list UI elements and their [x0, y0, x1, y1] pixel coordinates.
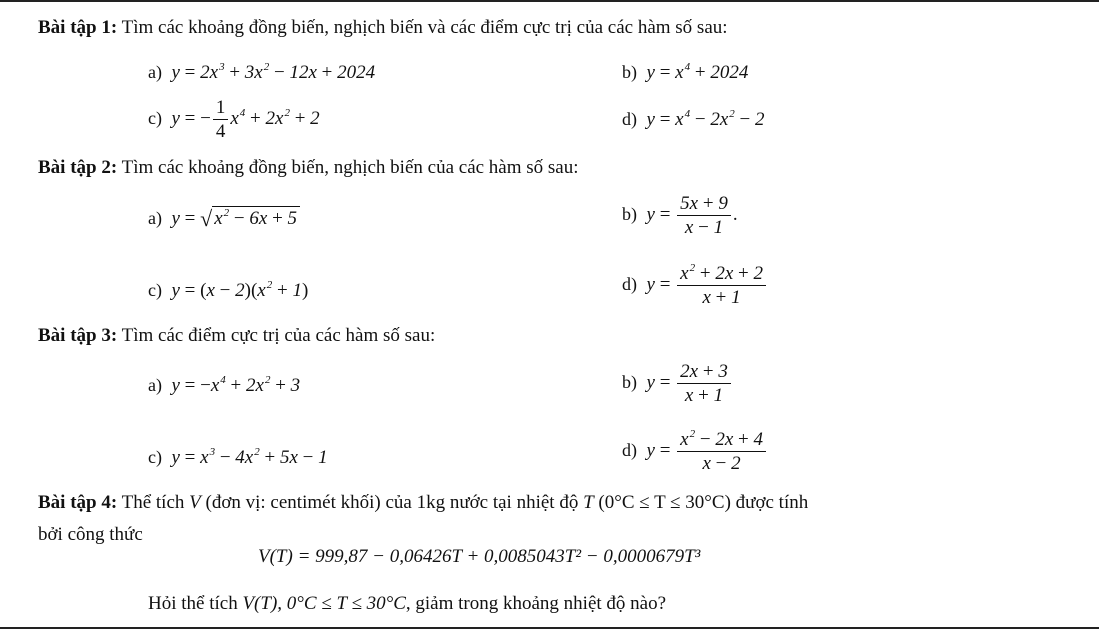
exercise-4-prompt-line2: bởi công thức	[38, 524, 143, 545]
item-label: b)	[622, 203, 637, 224]
exercise-4-heading	[38, 493, 808, 512]
exercise-4-prompt-part3: được tính	[735, 492, 809, 513]
formula: $y = -x^4 + 2x^2 + 3$	[171, 374, 301, 396]
exercise-3-label: Bài tập 3:	[38, 325, 118, 346]
item-label: c)	[148, 107, 162, 128]
exercise-4-question	[148, 594, 666, 613]
ex3-item-b	[622, 362, 733, 405]
top-rule	[0, 0, 1099, 2]
ex3-item-c	[148, 448, 328, 467]
ex2-item-d	[622, 264, 768, 307]
exercise-4-prompt-part2: (đơn vị: centimét khối) của 1kg nước tại nhiệt độ	[205, 492, 579, 513]
formula: y = $\frac{x^2 + 2x + 2}{x + 1}$	[647, 274, 768, 295]
exercise-1-heading	[38, 18, 728, 37]
item-label: c)	[148, 447, 162, 467]
item-label: b)	[622, 371, 637, 392]
exercise-2-heading	[38, 158, 579, 177]
question-part2: , giảm trong khoảng nhiệt độ nào?	[405, 593, 667, 614]
ex2-item-c	[148, 281, 308, 300]
item-label: b)	[622, 62, 637, 82]
formula: $y = x^4 + 2024$	[646, 61, 749, 83]
item-label: c)	[148, 280, 162, 300]
item-label: d)	[622, 273, 637, 294]
ex1-item-b	[622, 63, 748, 82]
formula: $y = (x - 2)(x^2 + 1)$	[171, 279, 309, 301]
formula: y = $\frac{5x + 9}{x - 1}$ .	[646, 193, 738, 238]
formula: $y = 2x^3 + 3x^2 - 12x + 2024$	[171, 61, 376, 83]
question-expression: V(T), 0°C ≤ T ≤ 30°C	[242, 593, 406, 614]
question-part1: Hỏi thể tích	[148, 593, 238, 614]
ex1-item-a	[148, 63, 375, 82]
ex2-item-b	[622, 194, 738, 237]
exercise-2-prompt: Tìm các khoảng đồng biến, nghịch biến của các hàm số sau:	[121, 157, 579, 178]
variable-v: V	[189, 492, 201, 513]
formula: $y = x^4 - 2x^2 - 2$	[646, 108, 765, 130]
ex1-item-c	[148, 98, 320, 141]
item-label: a)	[148, 208, 162, 228]
ex3-item-a	[148, 376, 300, 395]
item-label: d)	[622, 439, 637, 460]
exercise-4-label: Bài tập 4:	[38, 492, 118, 513]
ex2-item-a	[148, 206, 300, 231]
formula: y = √ $x^2 - 6x + 5$	[171, 208, 300, 229]
exercise-4-prompt-part1: Thể tích	[121, 492, 185, 513]
bottom-rule	[0, 627, 1099, 629]
formula: y = − $\frac{1}{4}$ $x^4 + 2x^2 + 2$	[171, 97, 320, 142]
variable-t: T	[583, 492, 594, 513]
formula: y = $\frac{2x + 3}{x + 1}$	[647, 372, 733, 393]
item-label: a)	[148, 62, 162, 82]
ex1-item-d	[622, 110, 764, 129]
exercise-3-heading	[38, 326, 435, 345]
item-label: a)	[148, 375, 162, 395]
exercise-1-label: Bài tập 1:	[38, 17, 118, 38]
volume-formula: V(T) = 999,87 − 0,06426T + 0,0085043T² − 0,0000679T³	[258, 546, 701, 567]
temperature-range: (0°C ≤ T ≤ 30°C)	[598, 492, 731, 513]
formula: $y = x^3 - 4x^2 + 5x - 1$	[171, 446, 328, 468]
exercise-3-prompt: Tìm các điểm cực trị của các hàm số sau:	[121, 325, 436, 346]
exercise-2-label: Bài tập 2:	[38, 157, 118, 178]
item-label: d)	[622, 109, 637, 129]
formula: y = $\frac{x^2 - 2x + 4}{x - 2}$	[647, 440, 768, 461]
exercise-1-prompt: Tìm các khoảng đồng biến, nghịch biến và các điểm cực trị của các hàm số sau:	[121, 17, 728, 38]
ex3-item-d	[622, 430, 768, 473]
